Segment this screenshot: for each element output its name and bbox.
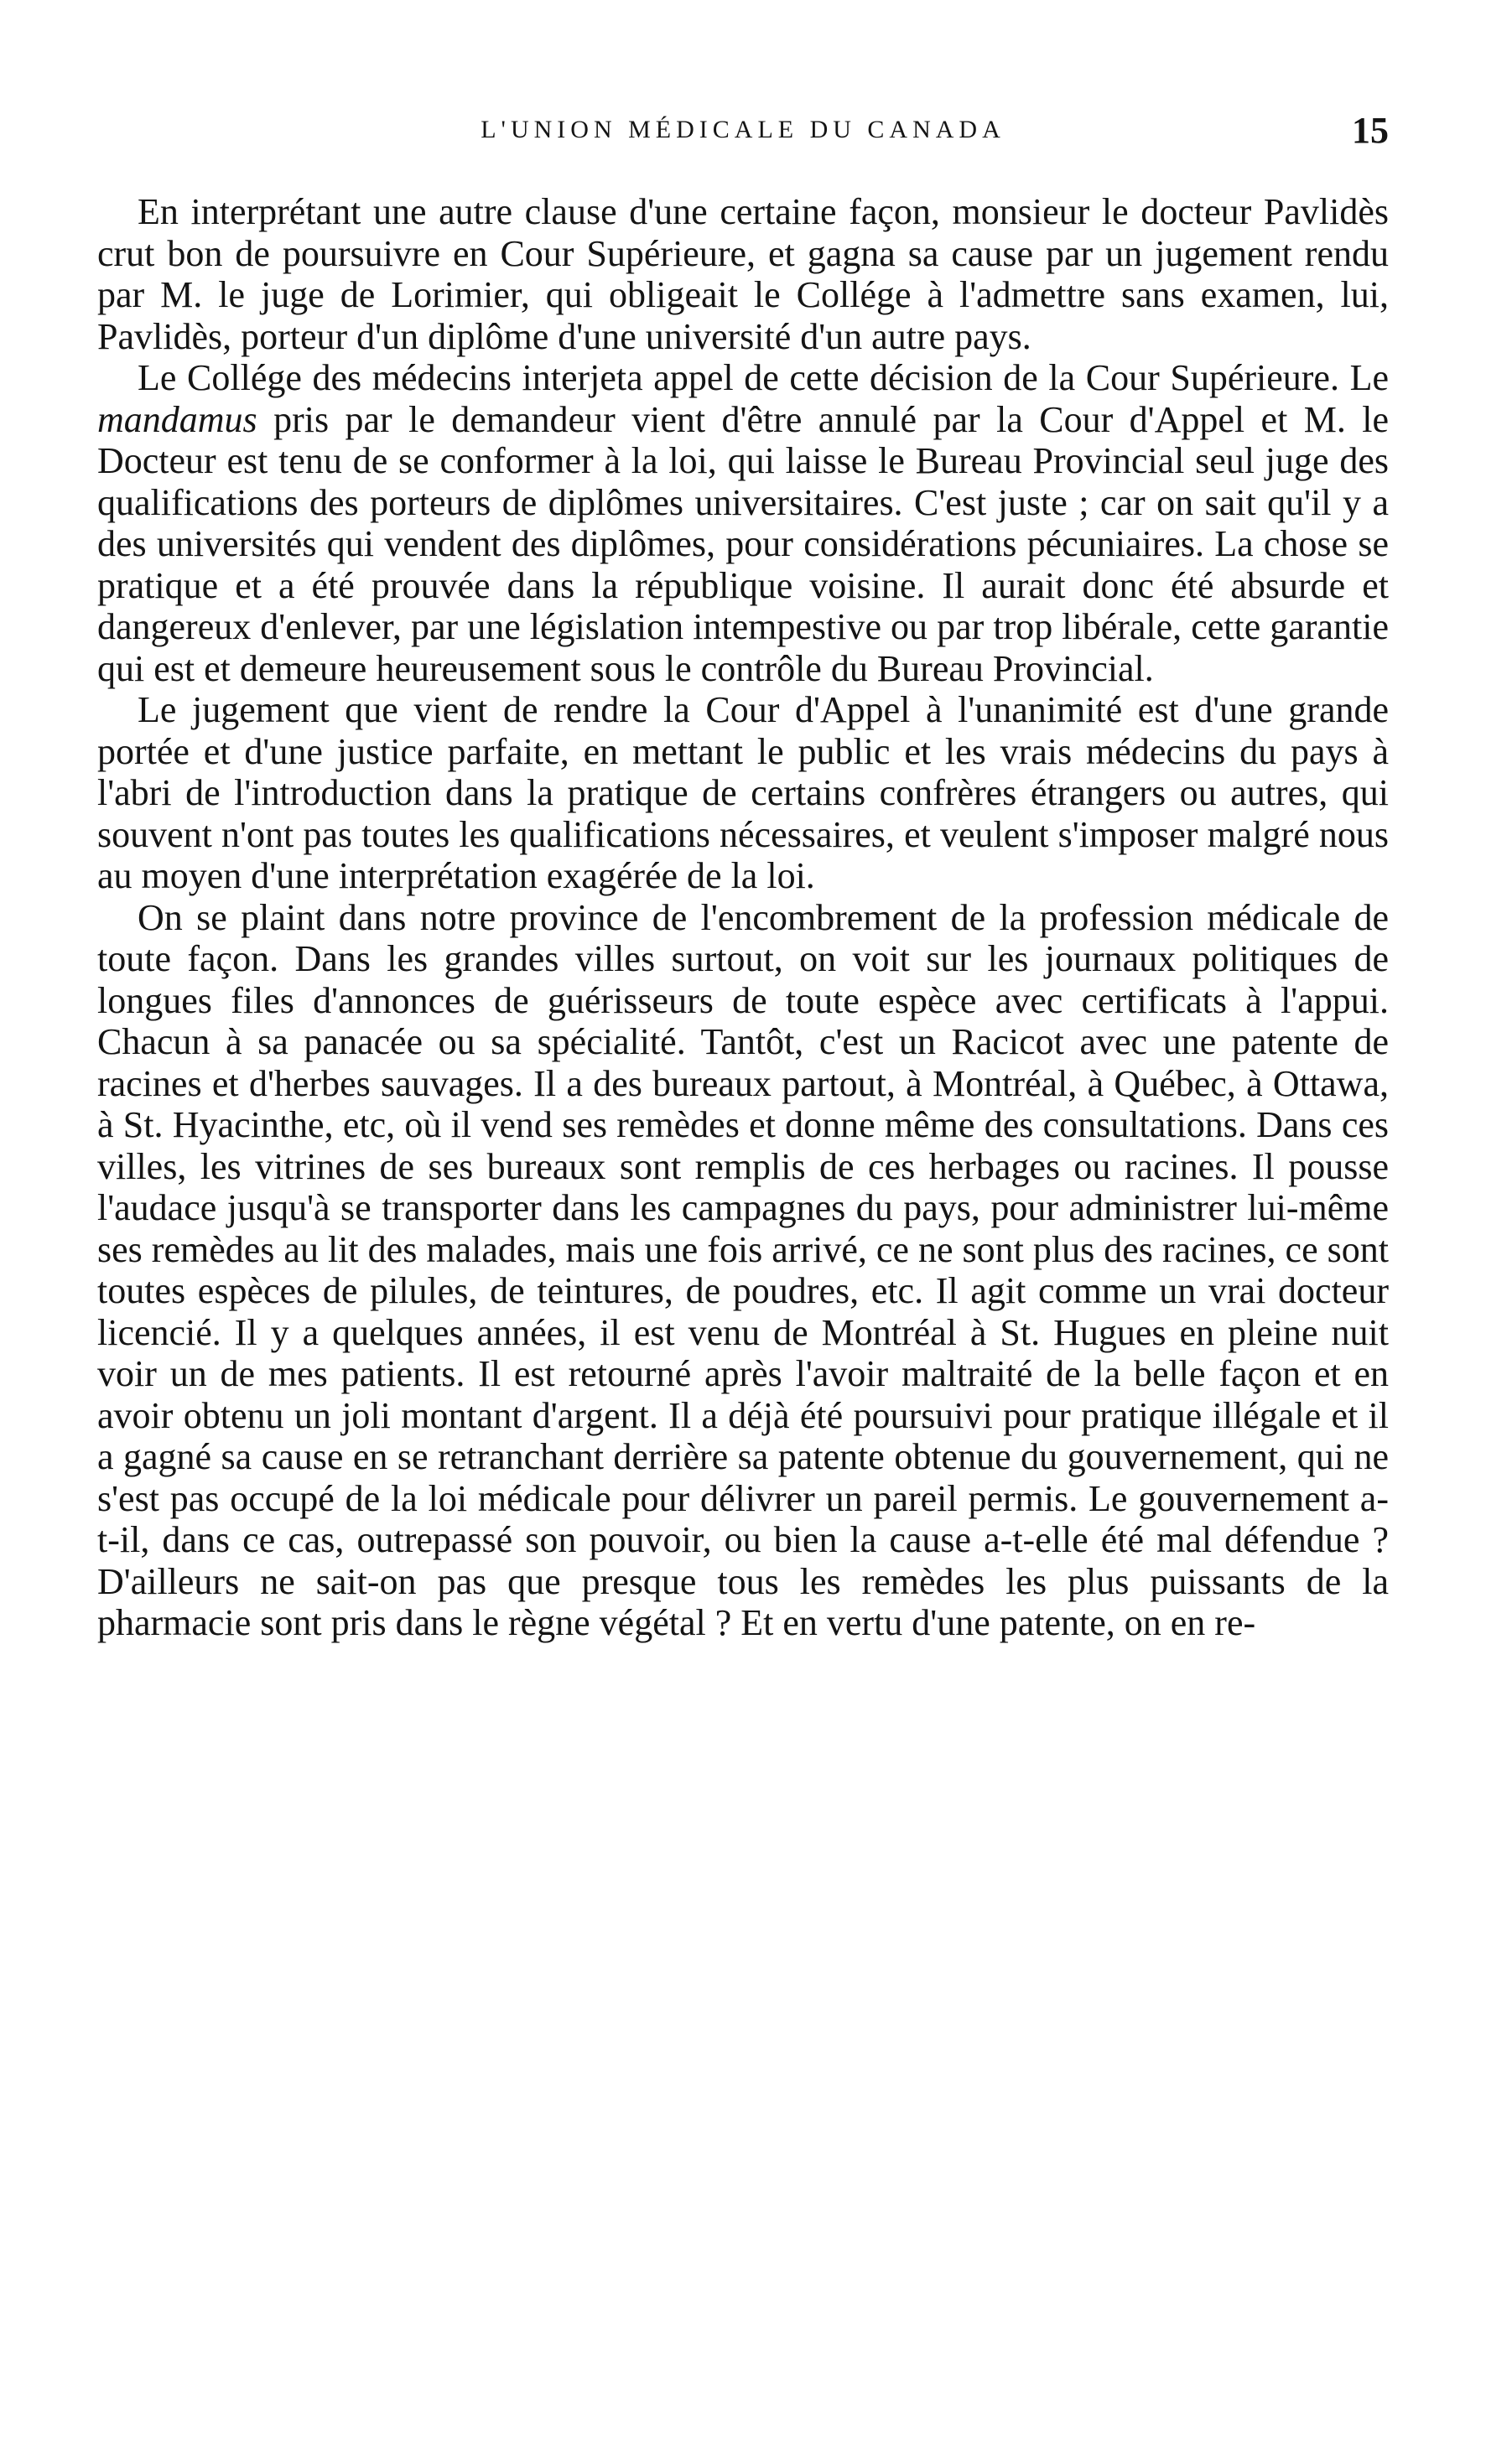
running-header [97, 110, 1389, 166]
paragraph [97, 357, 1389, 689]
paragraph [97, 191, 1389, 357]
paragraph [97, 897, 1389, 1644]
page-number: 15 [1352, 110, 1389, 151]
paragraph-text: On se plaint dans notre province de l'encombrement de la profession médicale de toute façon. Dans les grandes villes surtout, on voit sur les journaux politiques de longues files d'annonces de guérisseurs de toute espèce avec certificats à l'appui. Chacun à sa panacée ou sa spécialité. Tantôt, c'est un Racicot avec une patente de racines et d'herbes sauvages. Il a des bureaux partout, à Montréal, à Québec, à Ottawa, à St. Hyacinthe, etc, où il vend ses remèdes et donne même des consultations. Dans ces villes, les vitrines de ses bureaux sont remplis de ces herbages ou racines. Il pousse l'audace jusqu'à se transporter dans les campagnes du pays, pour administrer lui-même ses remèdes au lit des malades, mais une fois arrivé, ce ne sont plus des racines, ce sont toutes espèces de pilules, de teintures, de poudres, etc. Il agit comme un vrai docteur licencié. Il y a quelques années, il est venu de Montréal à St. Hugues en pleine nuit voir un de mes patients. Il est retourné après l'avoir maltraité de la belle façon et en avoir obtenu un joli montant d'argent. Il a déjà été poursuivi pour pratique illégale et il a gagné sa cause en se retranchant derrière sa patente obtenue du gouvernement, qui ne s'est pas occupé de la loi médicale pour délivrer un pareil permis. Le gouvernement a-t-il, dans ce cas, outrepassé son pouvoir, ou bien la cause a-t-elle été mal défendue ? D'ailleurs ne sait-on pas que presque tous les remèdes les plus puissants de la pharmacie sont pris dans le règne végétal ? Et en vertu d'une patente, on en re- [97, 896, 1389, 1643]
paragraph-text: Le Collége des médecins interjeta appel de cette décision de la Cour Supérieure. Le [138, 357, 1389, 398]
paragraph [97, 689, 1389, 897]
paragraph-text: Le jugement que vient de rendre la Cour d'Appel à l'unanimité est d'une grande portée et d'une justice parfaite, en mettant le public et les vrais médecins du pays à l'abri de l'introduction dans la pratique de certains confrères étrangers ou autres, qui souvent n'ont pas toutes les qualifications nécessaires, et veulent s'imposer malgré nous au moyen d'une interprétation exagérée de la loi. [97, 689, 1389, 896]
article-body [97, 191, 1389, 1644]
journal-title: L'UNION MÉDICALE DU CANADA [481, 116, 1005, 143]
paragraph-text: En interprétant une autre clause d'une certaine façon, monsieur le docteur Pavlidès crut bon de poursuivre en Cour Supérieure, et gagna sa cause par un jugement rendu par M. le juge de Lorimier, qui obligeait le Collége à l'admettre sans examen, lui, Pavlidès, porteur d'un diplôme d'une université d'un autre pays. [97, 191, 1389, 357]
paragraph-text-cont: pris par le demandeur vient d'être annulé par la Cour d'Appel et M. le Docteur est tenu de se conformer à la loi, qui laisse le Bureau Provincial seul juge des qualifications des porteurs de diplômes universitaires. C'est juste ; car on sait qu'il y a des universités qui vendent des diplômes, pour considérations pécuniaires. La chose se pratique et a été prouvée dans la république voisine. Il aurait donc été absurde et dangereux d'enlever, par une législation intempestive ou par trop libérale, cette garantie qui est et demeure heureusement sous le contrôle du Bureau Provincial. [97, 398, 1389, 689]
italic-term: mandamus [97, 398, 257, 440]
